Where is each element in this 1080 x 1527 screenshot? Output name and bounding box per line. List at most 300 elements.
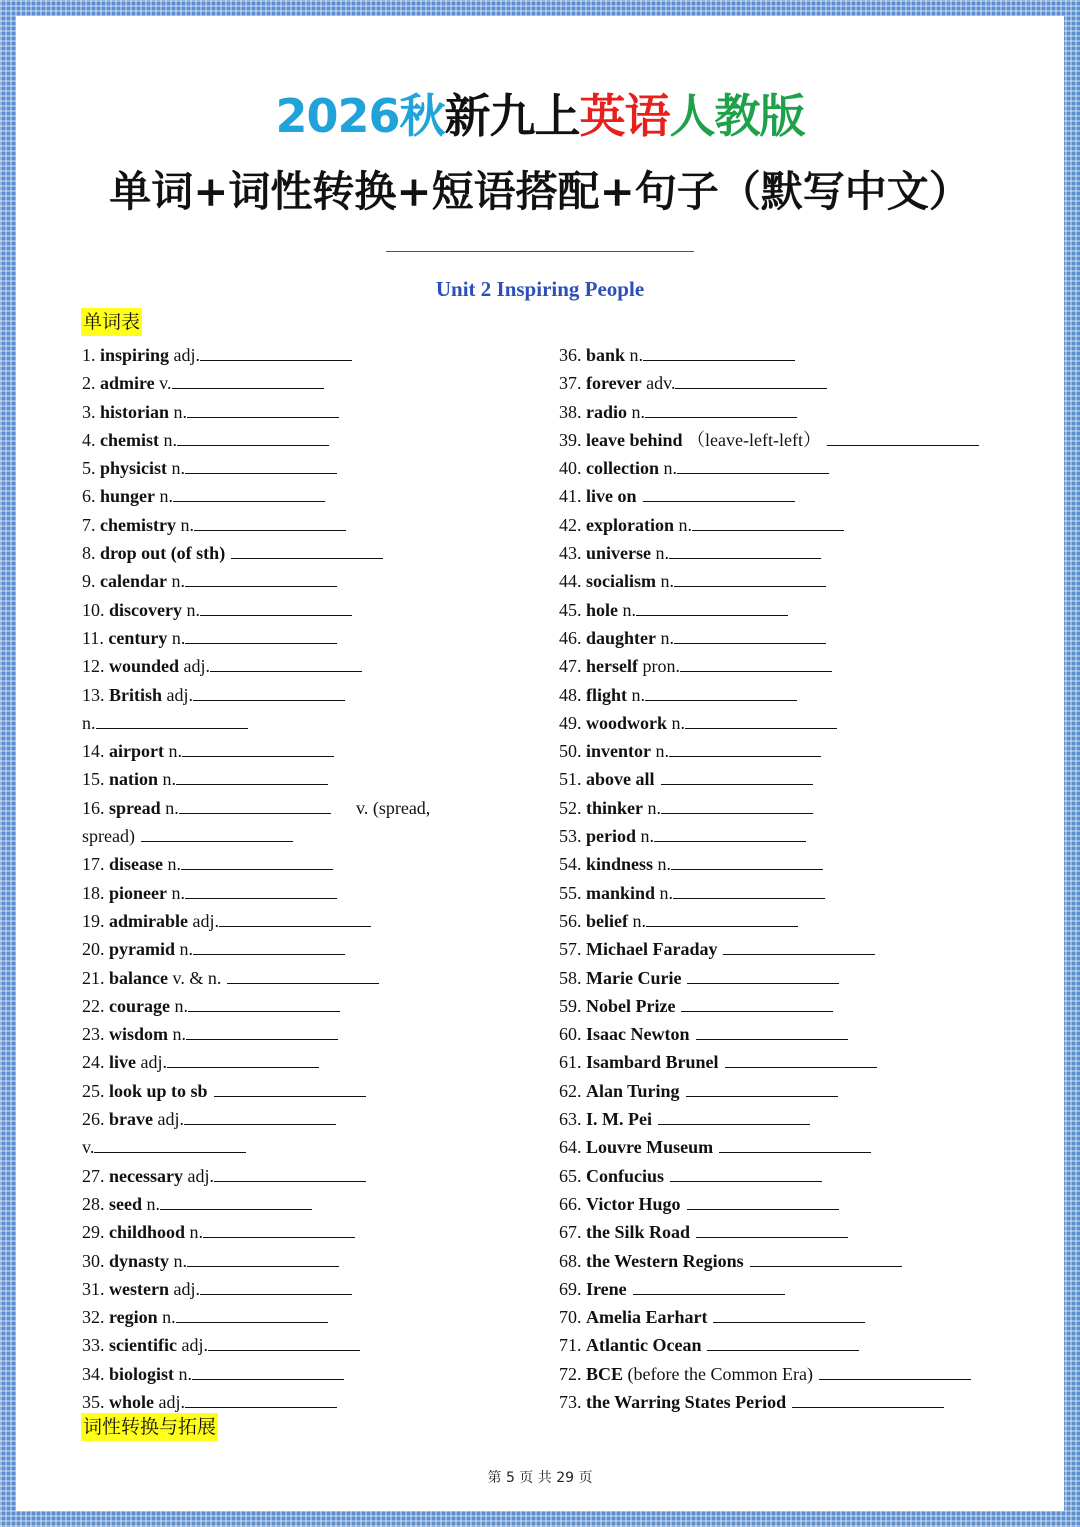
answer-blank[interactable] [185,1389,337,1408]
vocab-term: live on [586,486,637,507]
item-number: 49. [559,712,582,733]
vocab-row [82,1048,522,1076]
item-number: 25. [82,1080,105,1101]
vocab-term: balance [109,967,169,988]
vocab-row [82,1331,522,1359]
answer-blank[interactable] [185,625,337,644]
answer-blank[interactable] [94,1134,246,1153]
vocab-term: leave behind [586,429,683,450]
item-number: 7. [82,514,96,535]
vocab-term: drop out (of sth) [100,543,226,564]
vocab-row [559,1360,1039,1388]
vocab-row [82,765,522,793]
vocab-term: BCE [586,1363,624,1384]
vocab-term: radio [586,401,628,422]
part-of-speech: n. [173,1250,188,1271]
vocab-term: inventor [586,741,651,762]
vocab-term: courage [109,995,170,1016]
vocab-term: exploration [586,514,674,535]
part-of-speech: n. [146,1193,160,1214]
vocab-term: bank [586,345,626,365]
vocab-term: inspiring [100,345,170,365]
vocab-row [559,765,1039,793]
vocab-row [82,1077,522,1105]
vocab-term: the Silk Road [586,1222,691,1243]
vocab-row [82,1218,522,1246]
vocab-row [82,398,522,426]
part-of-speech: (before the Common Era) [627,1363,813,1384]
vocab-row [82,907,522,935]
title-part-grade: 新九上 [444,89,580,143]
answer-blank[interactable] [696,1021,848,1040]
vocab-row [559,1218,1039,1246]
part-of-speech: n. [663,458,677,479]
vocab-row [559,1388,1039,1416]
answer-blank[interactable] [725,1049,877,1068]
vocab-row [559,1077,1039,1105]
vocab-row [82,482,522,510]
item-number: 46. [559,627,582,648]
vocab-row [559,539,1039,567]
vocab-row [82,1247,522,1275]
item-number: 35. [82,1391,105,1412]
item-number: 29. [82,1222,105,1243]
vocab-row [82,341,522,369]
answer-blank[interactable] [643,483,795,502]
vocab-row [82,737,522,765]
part-of-speech: v. [82,1137,95,1158]
part-of-speech: adj. [183,656,211,677]
answer-blank[interactable] [185,880,337,899]
answer-blank[interactable] [182,738,334,757]
part-of-speech: n. [678,514,692,535]
item-number: 52. [559,797,582,818]
answer-blank[interactable] [185,455,337,474]
part-of-speech: n. [171,627,186,648]
extra-note: v. (spread, [356,797,431,818]
answer-blank[interactable] [214,1163,366,1182]
part-of-speech: n. [671,712,686,733]
part-of-speech: adj. [173,345,201,365]
part-of-speech: n. [629,345,644,365]
answer-blank[interactable] [713,1304,865,1323]
item-number: 11. [82,627,104,648]
answer-blank[interactable] [671,851,823,870]
vocab-column-right [559,341,1039,1416]
part-of-speech: adj. [140,1052,167,1073]
vocab-term: universe [586,543,651,564]
part-of-speech: n. [173,401,188,422]
answer-blank[interactable] [187,1248,339,1267]
vocab-row [82,681,522,709]
part-of-speech: adj. [173,1278,200,1299]
item-number: 62. [559,1080,582,1101]
part-of-speech: n. [655,543,669,564]
answer-blank[interactable] [192,1361,344,1380]
answer-blank[interactable] [707,1332,859,1351]
answer-blank[interactable] [187,399,339,418]
answer-blank[interactable] [645,399,797,418]
vocab-term: Victor Hugo [586,1193,681,1214]
item-number: 44. [559,571,582,592]
vocab-row [559,1048,1039,1076]
vocab-term: Marie Curie [586,967,682,988]
vocab-term: pyramid [109,939,176,960]
vocab-row [559,1133,1039,1161]
vocab-term: necessary [109,1165,183,1186]
item-number: 15. [82,769,105,790]
vocab-row [559,624,1039,652]
item-number: 65. [559,1165,582,1186]
item-number: 18. [82,882,105,903]
part-of-speech: n. [186,599,200,620]
answer-blank[interactable] [643,342,795,361]
vocab-row [82,850,522,878]
vocab-term: Alan Turing [586,1080,680,1101]
vocab-term: chemist [100,429,159,450]
page-subtitle: 单词+词性转换+短语搭配+句子（默写中文） [109,167,971,216]
answer-blank[interactable] [167,1049,319,1068]
item-number: 60. [559,1024,582,1045]
answer-blank[interactable] [686,1078,838,1097]
vocab-term: Atlantic Ocean [586,1335,702,1356]
answer-blank[interactable] [723,936,875,955]
answer-blank[interactable] [96,710,248,729]
item-number: 59. [559,995,582,1016]
answer-blank[interactable] [200,342,352,361]
part-of-speech: （leave-left-left） [687,429,821,450]
part-of-speech: n. [660,571,674,592]
vocab-row [82,1105,522,1133]
part-of-speech: n. [180,514,194,535]
answer-blank[interactable] [210,653,362,672]
vocab-term: flight [586,684,628,705]
answer-blank[interactable] [645,682,797,701]
part-of-speech: n. [171,458,186,479]
vocab-row [559,369,1039,397]
vocab-row [82,1020,522,1048]
answer-blank[interactable] [687,1191,839,1210]
item-number: 36. [559,345,582,365]
vocab-row [82,596,522,624]
vocab-term: seed [109,1193,142,1214]
answer-blank[interactable] [181,851,333,870]
part-of-speech: n. [640,826,655,847]
answer-blank[interactable] [200,1276,352,1295]
answer-blank[interactable] [661,795,813,814]
part-of-speech: n. [631,684,646,705]
title-part-subject: 英语 [579,89,670,143]
item-number: 19. [82,910,105,931]
vocab-term: socialism [586,571,656,592]
item-number: 50. [559,741,582,762]
item-number: 30. [82,1250,105,1271]
item-number: 21. [82,967,105,988]
answer-blank[interactable] [633,1276,785,1295]
item-number: 51. [559,769,582,790]
answer-blank[interactable] [141,823,293,842]
answer-blank[interactable] [160,1191,312,1210]
answer-blank[interactable] [172,370,324,389]
item-number: 56. [559,910,582,931]
vocab-row [559,709,1039,737]
item-number: 1. [82,345,96,365]
vocab-row [559,596,1039,624]
item-number: 22. [82,995,105,1016]
answer-blank[interactable] [184,1106,336,1125]
item-number: 31. [82,1278,105,1299]
vocab-term: airport [109,741,164,762]
vocab-row [559,1020,1039,1048]
vocab-term: thinker [586,797,644,818]
vocab-row [559,879,1039,907]
part-of-speech: pron. [642,656,680,677]
part-of-speech: n. [655,741,669,762]
vocab-row [559,850,1039,878]
answer-blank[interactable] [188,993,340,1012]
vocab-row [559,426,1039,454]
item-number: 17. [82,854,105,875]
vocab-row [559,398,1039,426]
vocab-row [82,709,522,737]
item-number: 9. [82,571,96,592]
answer-blank[interactable] [674,568,826,587]
page-title [16,88,1064,144]
item-number: 47. [559,656,582,677]
answer-blank[interactable] [677,455,829,474]
answer-blank[interactable] [193,682,345,701]
answer-blank[interactable] [173,483,325,502]
item-number: 42. [559,514,582,535]
vocab-term: hole [586,599,619,620]
vocab-row [82,794,522,822]
vocab-term: collection [586,458,659,479]
part-of-speech: spread) [82,826,135,847]
part-of-speech: n. [189,1222,204,1243]
item-number: 39. [559,429,582,450]
vocab-term: pioneer [109,882,167,903]
vocab-term: physicist [100,458,168,479]
answer-blank[interactable] [658,1106,810,1125]
item-number: 33. [82,1335,105,1356]
vocab-row [82,369,522,397]
answer-blank[interactable] [654,823,806,842]
vocab-term: biologist [109,1363,175,1384]
answer-blank[interactable] [176,766,328,785]
item-number: 34. [82,1363,105,1384]
vocab-term: wisdom [109,1024,169,1045]
vocab-row [559,1105,1039,1133]
vocab-row [559,1275,1039,1303]
item-number: 37. [559,373,582,394]
vocab-row [559,964,1039,992]
vocab-row [559,1303,1039,1331]
vocab-term: whole [109,1391,154,1412]
vocab-term: Michael Faraday [586,939,718,960]
part-of-speech: n. [659,882,674,903]
item-number: 48. [559,684,582,705]
answer-blank[interactable] [200,597,352,616]
item-number: 63. [559,1109,582,1130]
vocab-term: forever [586,373,642,394]
vocab-row [559,567,1039,595]
vocab-term: daughter [586,627,657,648]
answer-blank[interactable] [669,540,821,559]
answer-blank[interactable] [208,1332,360,1351]
vocab-row [559,1247,1039,1275]
answer-blank[interactable] [186,1021,338,1040]
vocab-row [559,482,1039,510]
part-of-speech: n. [171,571,185,592]
answer-blank[interactable] [219,908,371,927]
item-number: 64. [559,1137,582,1158]
item-number: 73. [559,1391,582,1412]
answer-blank[interactable] [194,512,346,531]
item-number: 12. [82,656,105,677]
answer-blank[interactable] [819,1361,971,1380]
part-of-speech: n. [647,797,662,818]
part-of-speech: n. [168,741,182,762]
vocab-term: admire [100,373,155,394]
vocab-row [82,567,522,595]
vocab-row [82,454,522,482]
answer-blank[interactable] [687,965,839,984]
vocab-term: period [586,826,637,847]
item-number: 4. [82,429,96,450]
item-number: 66. [559,1193,582,1214]
title-part-edition: 人教版 [669,89,805,143]
part-of-speech: n. [171,882,185,903]
vocab-term: western [109,1278,169,1299]
part-of-speech: n. [162,1307,176,1328]
vocab-row [82,624,522,652]
vocab-term: Isaac Newton [586,1024,690,1045]
item-number: 10. [82,599,105,620]
item-number: 24. [82,1052,105,1073]
vocab-term: scientific [109,1335,177,1356]
item-number: 3. [82,401,96,422]
answer-blank[interactable] [646,908,798,927]
answer-blank[interactable] [674,625,826,644]
answer-blank[interactable] [673,880,825,899]
answer-blank[interactable] [669,738,821,757]
vocab-term: mankind [586,882,656,903]
answer-blank[interactable] [231,540,383,559]
vocab-row [82,992,522,1020]
vocab-term: dynasty [109,1250,170,1271]
vocab-term: the Warring States Period [586,1391,787,1412]
vocab-term: British [109,684,163,705]
item-number: 54. [559,854,582,875]
item-number: 41. [559,486,582,507]
answer-blank[interactable] [675,370,827,389]
item-number: 38. [559,401,582,422]
vocab-column-left [82,341,522,1416]
answer-blank[interactable] [185,568,337,587]
vocab-row [82,879,522,907]
answer-blank[interactable] [692,512,844,531]
answer-blank[interactable] [177,427,329,446]
part-of-speech: n. [82,712,96,733]
vocab-row [559,341,1039,369]
part-of-speech: adj. [166,684,194,705]
part-of-speech: adj. [158,1391,185,1412]
answer-blank[interactable] [685,710,837,729]
vocab-row [82,1275,522,1303]
title-divider [386,251,694,252]
item-number: 53. [559,826,582,847]
vocab-term: Amelia Earhart [586,1307,708,1328]
vocab-row [559,794,1039,822]
vocab-term: hunger [100,486,156,507]
answer-blank[interactable] [681,993,833,1012]
part-of-speech: n. [660,627,675,648]
item-number: 69. [559,1278,582,1299]
answer-blank[interactable] [792,1389,944,1408]
vocab-row [559,737,1039,765]
vocab-term: Irene [586,1278,627,1299]
answer-blank[interactable] [750,1248,902,1267]
answer-blank[interactable] [661,766,813,785]
answer-blank[interactable] [670,1163,822,1182]
part-of-speech: n. [159,486,174,507]
item-number: 57. [559,939,582,960]
vocab-term: admirable [109,910,188,931]
vocab-row [82,1162,522,1190]
vocab-row [82,935,522,963]
part-of-speech: v. & n. [172,967,222,988]
answer-blank[interactable] [827,427,979,446]
vocab-row [559,907,1039,935]
answer-blank[interactable] [179,795,331,814]
answer-blank[interactable] [680,653,832,672]
vocab-term: region [109,1307,158,1328]
part-of-speech: n. [167,854,181,875]
vocab-term: disease [109,854,163,875]
item-number: 8. [82,543,96,564]
item-number: 70. [559,1307,582,1328]
answer-blank[interactable] [696,1219,848,1238]
vocab-term: historian [100,401,170,422]
part-of-speech: n. [179,939,194,960]
part-of-speech: n. [632,910,646,931]
vocab-term: spread [109,797,161,818]
vocab-term: belief [586,910,628,931]
answer-blank[interactable] [719,1134,871,1153]
vocab-term: nation [109,769,159,790]
title-part-year: 2026秋 [275,89,445,143]
answer-blank[interactable] [203,1219,355,1238]
item-number: 72. [559,1363,582,1384]
answer-blank[interactable] [214,1078,366,1097]
vocab-term: look up to sb [109,1080,208,1101]
vocab-row [82,511,522,539]
answer-blank[interactable] [636,597,788,616]
vocab-term: century [108,627,168,648]
vocab-term: wounded [109,656,180,677]
vocab-row [559,935,1039,963]
answer-blank[interactable] [193,936,345,955]
part-of-speech: n. [631,401,646,422]
item-number: 6. [82,486,96,507]
vocab-row [559,1331,1039,1359]
part-of-speech: n. [172,1024,187,1045]
unit-title: Unit 2 Inspiring People [435,277,645,301]
answer-blank[interactable] [227,965,379,984]
answer-blank[interactable] [176,1304,328,1323]
vocab-term: the Western Regions [586,1250,744,1271]
part-of-speech: n. [162,769,177,790]
